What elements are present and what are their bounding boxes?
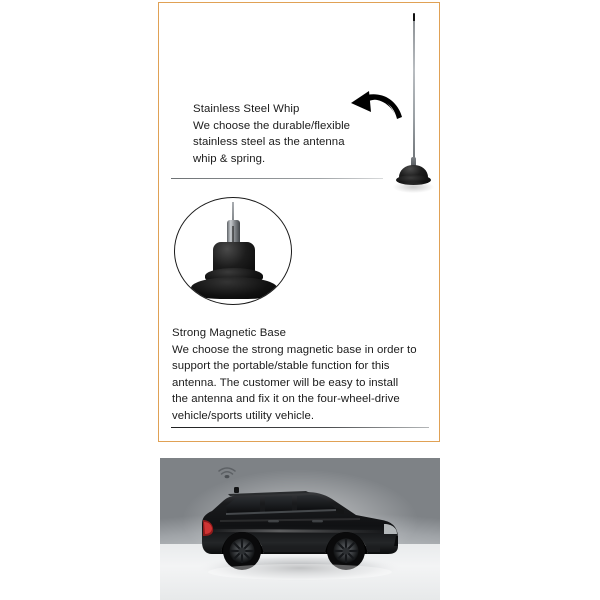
- divider-rule: [171, 178, 383, 179]
- suv-vehicle-photo: [160, 458, 440, 600]
- info-panel: [158, 2, 440, 442]
- feature-block-stainless-steel-whip: [193, 101, 393, 167]
- feature-line: antenna. The customer will be easy to install: [172, 376, 399, 389]
- suv-silhouette: [160, 458, 440, 600]
- magnetic-base-closeup-photo: [174, 197, 292, 305]
- divider-rule: [171, 427, 429, 428]
- feature-title: Strong Magnetic Base: [172, 327, 287, 339]
- feature-title: Stainless Steel Whip: [193, 103, 300, 115]
- feature-line: the antenna and fix it on the four-wheel-drive: [172, 393, 400, 406]
- whip-rod: [413, 21, 414, 161]
- feature-line: We choose the strong magnetic base in order to: [172, 343, 417, 356]
- feature-line: We choose the durable/flexible: [193, 119, 351, 132]
- antenna-base-shadow: [393, 181, 434, 193]
- feature-block-strong-magnetic-base: [172, 325, 434, 425]
- feature-line: whip & spring.: [193, 152, 266, 165]
- feature-line: support the portable/stable function for this: [172, 360, 390, 373]
- closeup-ring-lower: [191, 277, 277, 299]
- feature-line: vehicle/sports utility vehicle.: [172, 409, 315, 422]
- feature-line: stainless steel as the antenna: [193, 136, 345, 149]
